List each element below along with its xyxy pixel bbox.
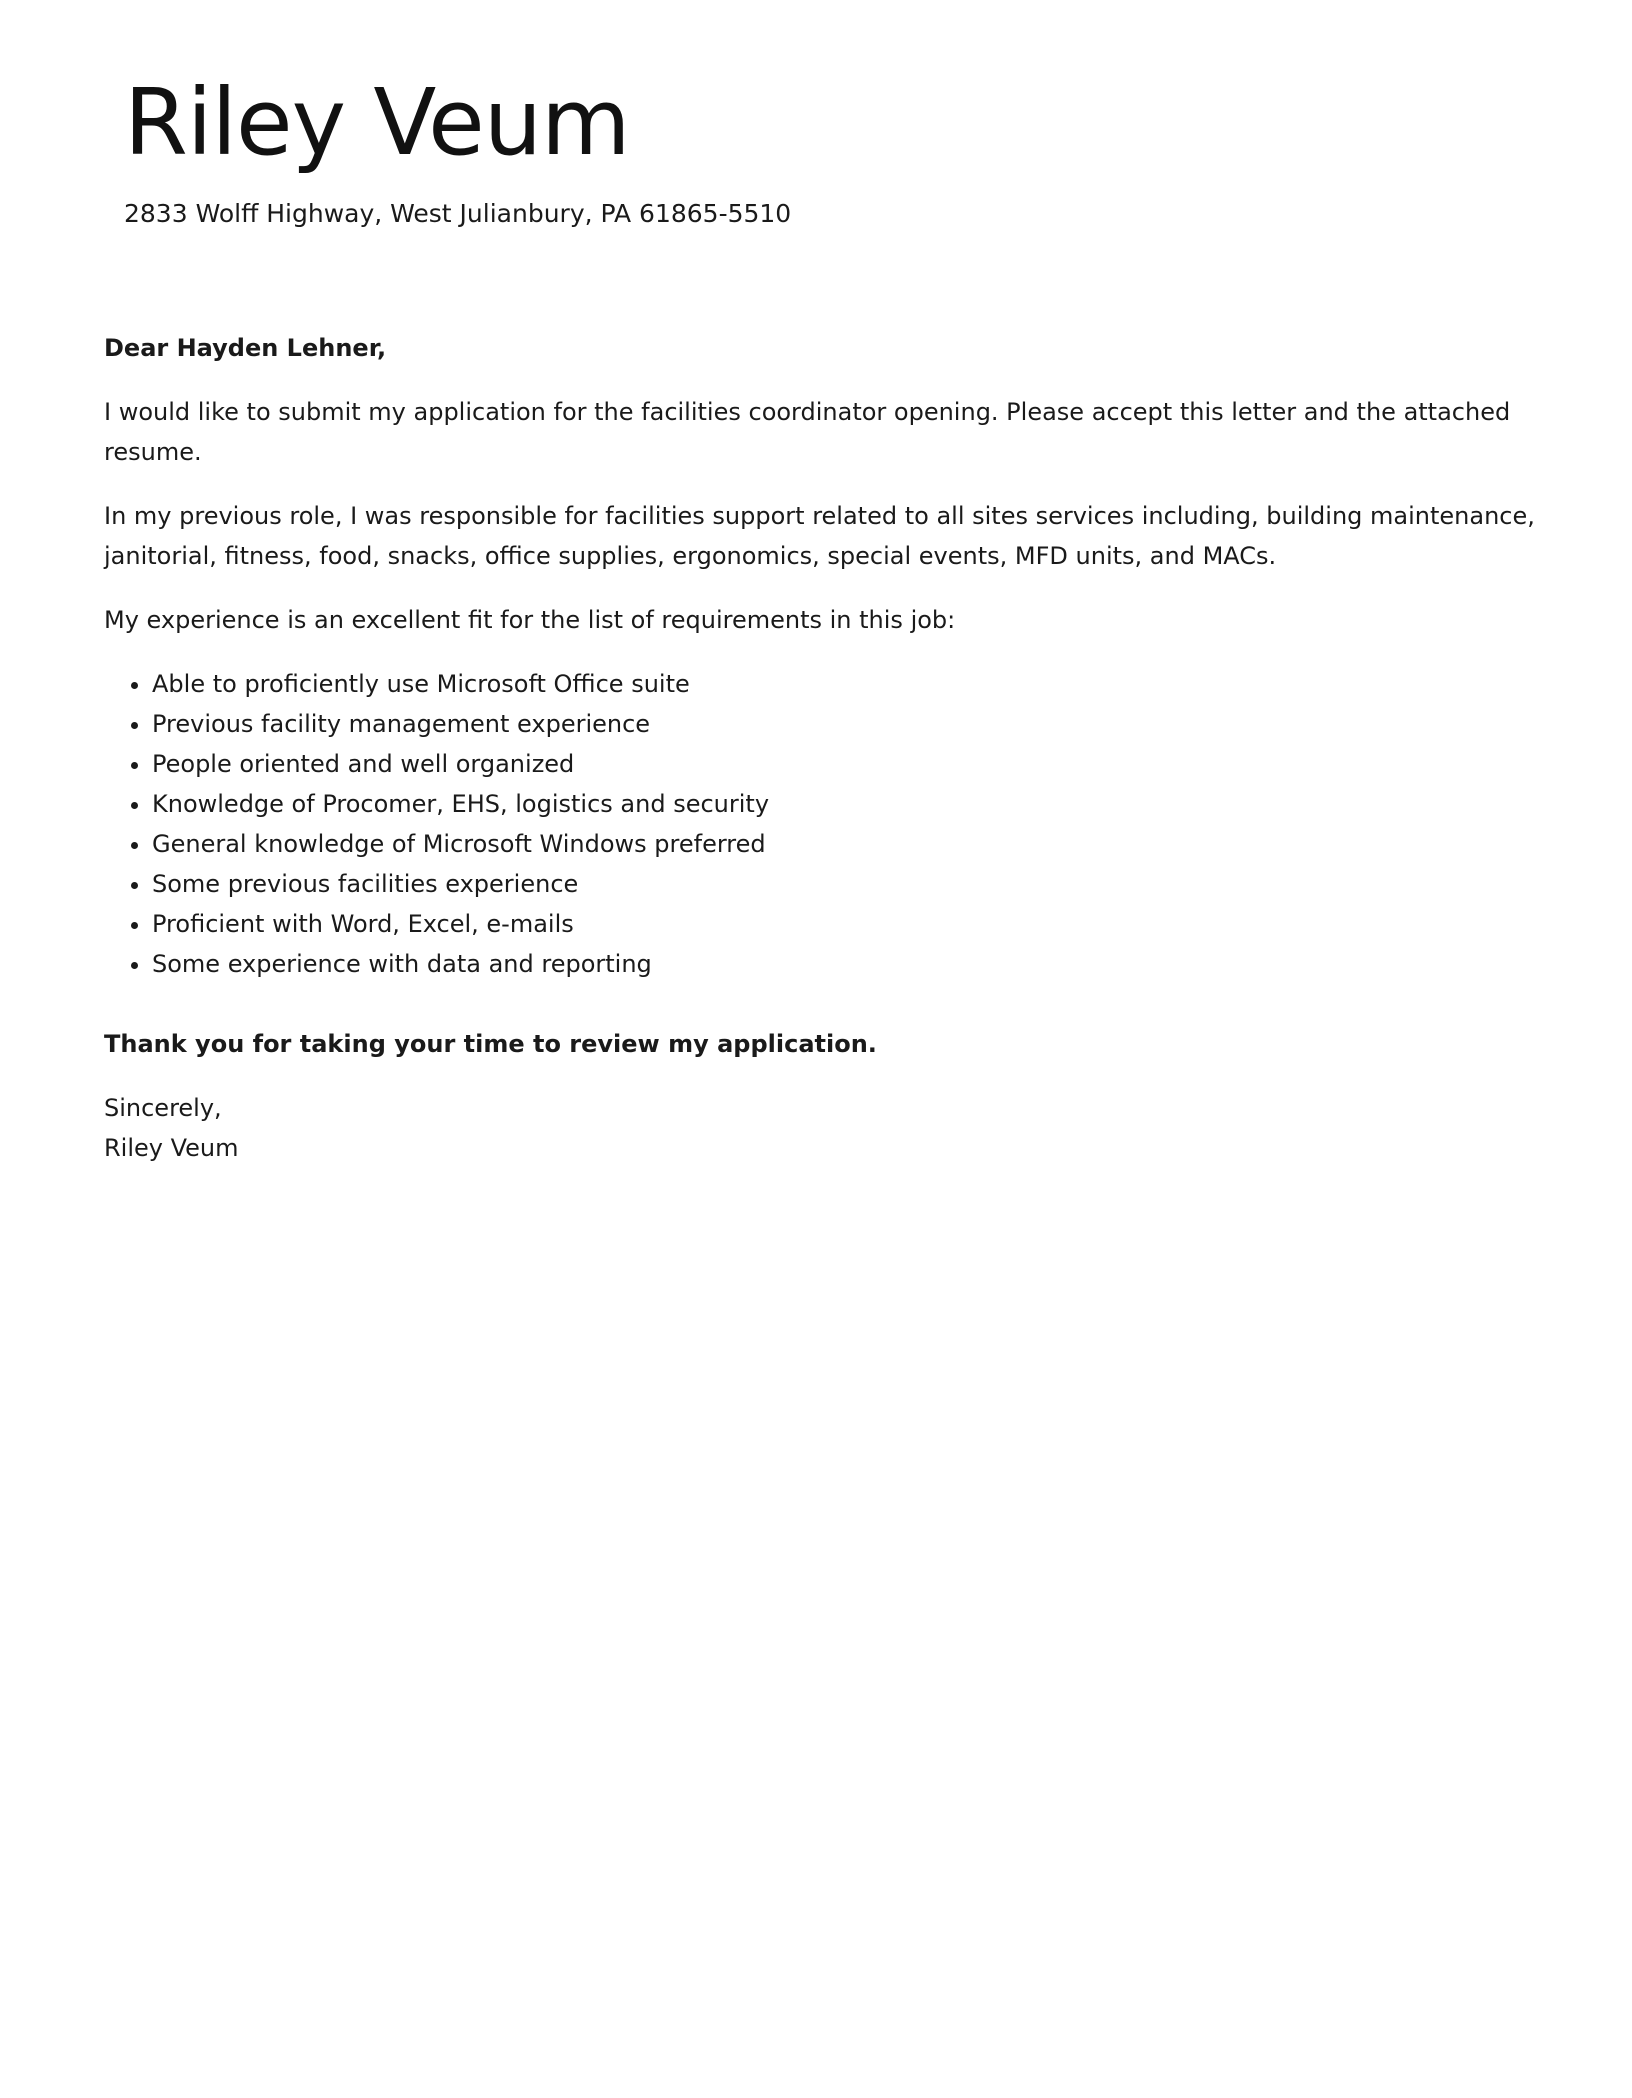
requirement-item: • Some previous facilities experience — [152, 864, 1544, 904]
intro-paragraph: I would like to submit my application for the facilities coordinator opening. Please accept this letter and the attached resume. — [104, 398, 1511, 466]
letter-header — [124, 69, 792, 229]
requirement-item: • Previous facility management experience — [152, 704, 1544, 744]
requirement-item: • Proficient with Word, Excel, e-mails — [152, 904, 1544, 944]
requirement-item: • General knowledge of Microsoft Windows preferred — [152, 824, 1544, 864]
applicant-name: Riley Veum — [124, 69, 630, 176]
closing-block — [104, 1088, 1544, 1168]
requirement-item: • People oriented and well organized — [152, 744, 1544, 784]
requirement-item: • Knowledge of Procomer, EHS, logistics and security — [152, 784, 1544, 824]
letter-body — [104, 328, 1544, 1168]
applicant-address: 2833 Wolff Highway, West Julianbury, PA 61865-5510 — [124, 199, 792, 229]
requirements-intro: My experience is an excellent fit for the list of requirements in this job: — [104, 606, 956, 634]
thank-you-line: Thank you for taking your time to review my application. — [104, 1030, 877, 1058]
requirement-item: • Able to proficiently use Microsoft Office suite — [152, 664, 1544, 704]
experience-paragraph: In my previous role, I was responsible for facilities support related to all sites services including, building maintenance, janitorial, fitness, food, snacks, office supplies, ergonomics, special events, MFD units, and MACs. — [104, 502, 1535, 570]
salutation: Dear Hayden Lehner, — [104, 334, 387, 362]
closing-word: Sincerely, — [104, 1094, 222, 1122]
requirements-list — [104, 664, 1544, 984]
signature-name: Riley Veum — [104, 1134, 239, 1162]
requirement-item: • Some experience with data and reporting — [152, 944, 1544, 984]
